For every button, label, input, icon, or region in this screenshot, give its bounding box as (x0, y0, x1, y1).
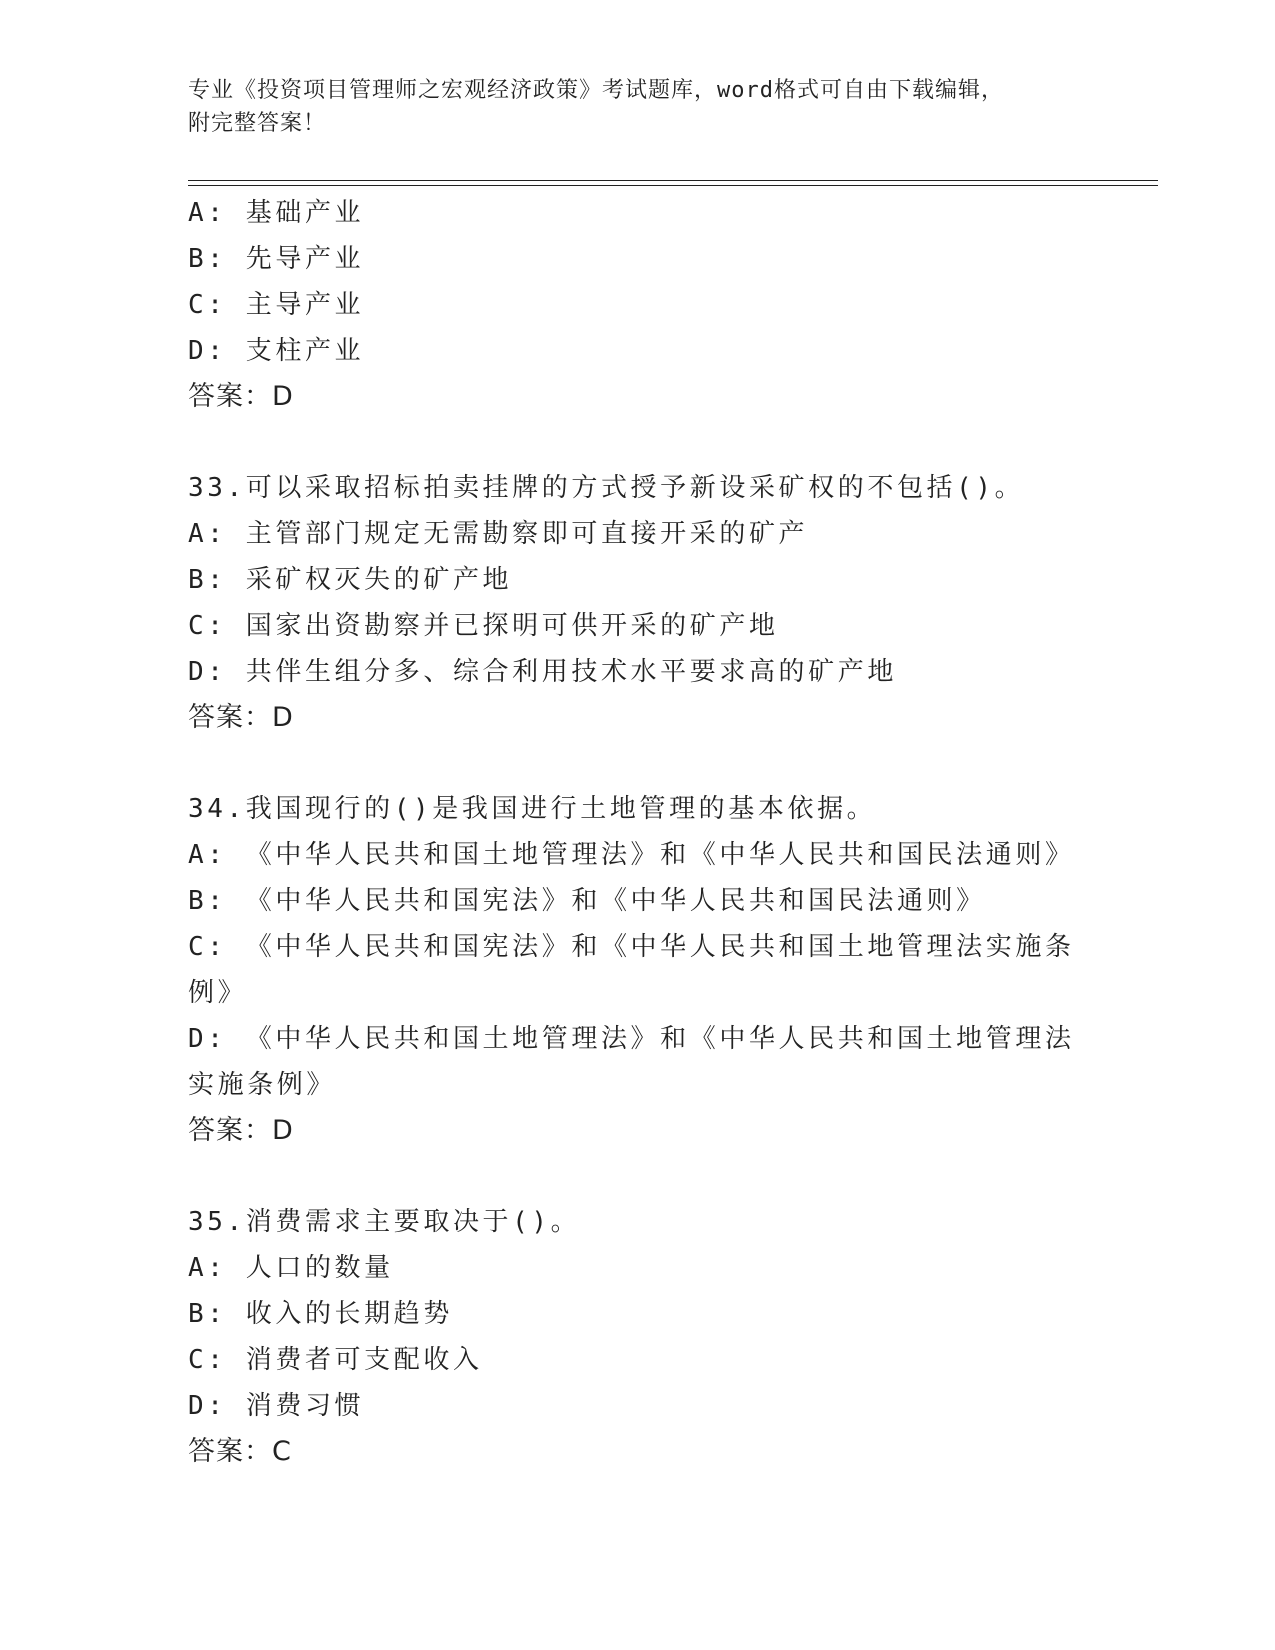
option-d: D: 共伴生组分多、综合利用技术水平要求高的矿产地 (188, 657, 897, 687)
option-a: A: 主管部门规定无需勘察即可直接开采的矿产 (188, 519, 809, 549)
answer-line: 答案：C (188, 1436, 292, 1467)
option-a: A: 《中华人民共和国土地管理法》和《中华人民共和国民法通则》 (188, 840, 1075, 870)
option-b: B: 采矿权灭失的矿产地 (188, 565, 513, 595)
answer-line: 答案：D (188, 702, 294, 733)
header-line-1: 专业《投资项目管理师之宏观经济政策》考试题库，word格式可自由下载编辑， (188, 78, 1004, 103)
answer-line: 答案：D (188, 1115, 294, 1146)
question-text: 35.消费需求主要取决于()。 (188, 1207, 581, 1237)
question-text: 33.可以采取招标拍卖挂牌的方式授予新设采矿权的不包括()。 (188, 473, 1025, 503)
question-block (188, 465, 1088, 741)
option-a: A: 基础产业 (188, 198, 365, 228)
option-b: B: 先导产业 (188, 244, 365, 274)
option-b: B: 《中华人民共和国宪法》和《中华人民共和国民法通则》 (188, 886, 986, 916)
question-block (188, 190, 1088, 420)
option-c: C: 《中华人民共和国宪法》和《中华人民共和国土地管理法实施条例》 (188, 932, 1075, 1008)
option-d: D: 《中华人民共和国土地管理法》和《中华人民共和国土地管理法实施条例》 (188, 1024, 1075, 1100)
question-block (188, 1199, 1088, 1475)
question-text: 34.我国现行的()是我国进行土地管理的基本依据。 (188, 794, 877, 824)
question-block (188, 786, 1088, 1154)
header-line-2: 附完整答案！ (188, 111, 327, 136)
document-header (188, 74, 1088, 140)
option-d: D: 消费习惯 (188, 1391, 365, 1421)
answer-line: 答案：D (188, 381, 294, 412)
question-list (188, 190, 1088, 1475)
header-rule-bottom (188, 185, 1158, 186)
option-c: C: 消费者可支配收入 (188, 1345, 483, 1375)
option-c: C: 国家出资勘察并已探明可供开采的矿产地 (188, 611, 779, 641)
header-rule-top (188, 180, 1158, 181)
option-b: B: 收入的长期趋势 (188, 1299, 453, 1329)
option-c: C: 主导产业 (188, 290, 365, 320)
option-a: A: 人口的数量 (188, 1253, 394, 1283)
option-d: D: 支柱产业 (188, 336, 365, 366)
